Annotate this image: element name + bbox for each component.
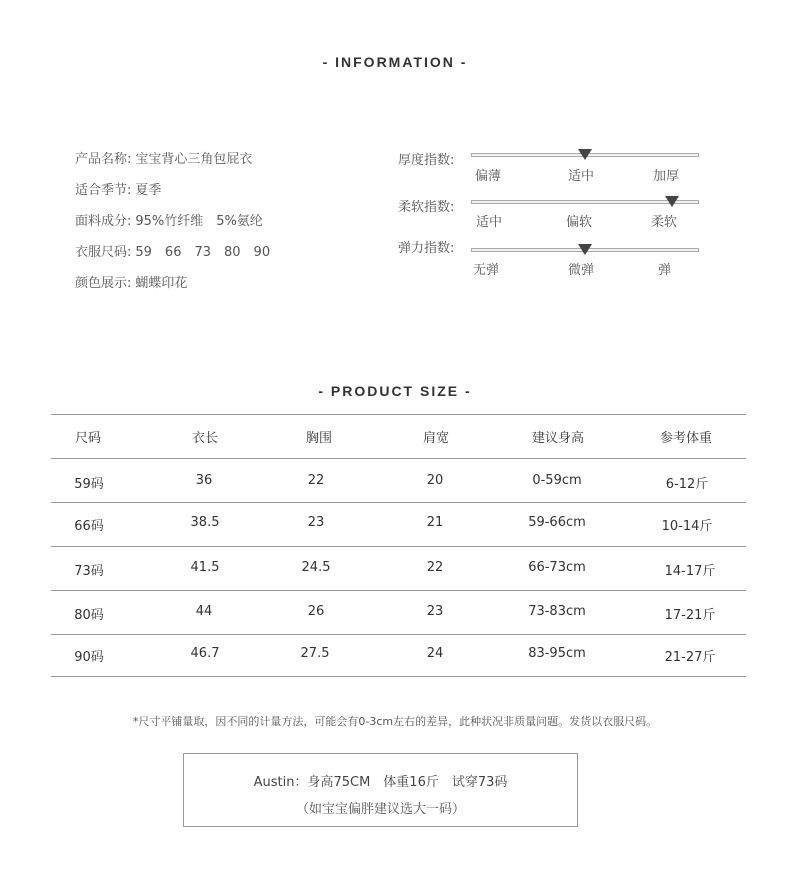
chest-cell: 23 [307, 515, 325, 530]
scale-label: 厚度指数: [398, 153, 455, 168]
scale-tick: 微弹 [568, 263, 595, 278]
weight-cell: 6-12斤 [665, 477, 709, 492]
scale-label: 柔软指数: [398, 200, 455, 215]
header-length: 衣长 [191, 431, 219, 446]
weight-cell: 10-14斤 [661, 519, 713, 534]
table-rule [51, 458, 746, 459]
info-row-color [75, 274, 270, 305]
info-value: 夏季 [135, 183, 162, 198]
shoulder-cell: 21 [426, 515, 444, 530]
chest-cell: 24.5 [301, 560, 331, 575]
table-rule [51, 546, 746, 547]
scale-tick: 偏软 [566, 215, 593, 230]
table-rule [51, 676, 746, 677]
softness-scale [398, 200, 708, 240]
table-rule [51, 414, 746, 415]
elasticity-scale [398, 241, 708, 281]
length-cell: 44 [195, 604, 213, 619]
height-cell: 73-83cm [528, 604, 586, 619]
length-cell: 41.5 [190, 560, 220, 575]
size-cell: 59码 [74, 477, 104, 492]
info-label: 衣服尺码: [75, 245, 132, 260]
scale-tick: 加厚 [653, 169, 680, 184]
size-cell: 80码 [74, 608, 104, 623]
scale-tick: 适中 [476, 215, 503, 230]
chest-cell: 22 [307, 473, 325, 488]
chest-cell: 27.5 [300, 646, 330, 661]
info-value: 59 66 73 80 90 [135, 245, 271, 260]
info-label: 产品名称: [75, 152, 132, 167]
shoulder-cell: 23 [426, 604, 444, 619]
scale-tick: 无弹 [473, 263, 500, 278]
info-label: 颜色展示: [75, 276, 132, 291]
weight-cell: 14-17斤 [664, 564, 716, 579]
shoulder-cell: 24 [426, 646, 444, 661]
product-size-title: - PRODUCT SIZE - [318, 383, 472, 399]
shoulder-cell: 22 [426, 560, 444, 575]
scale-tick: 弹 [658, 263, 672, 278]
height-cell: 59-66cm [528, 515, 586, 530]
weight-cell: 21-27斤 [664, 650, 716, 665]
scale-marker-icon [665, 196, 679, 207]
info-row-name [75, 150, 270, 181]
scale-label: 弹力指数: [398, 241, 455, 256]
measurement-note: *尺寸平铺量取，因不同的计量方法，可能会有0-3cm左右的差异，此种状况非质量问题。发货以衣服尺码。 [132, 715, 658, 728]
size-cell: 73码 [74, 564, 104, 579]
header-height: 建议身高 [531, 431, 585, 446]
header-shoulder: 肩宽 [422, 431, 450, 446]
table-rule [51, 502, 746, 503]
info-value: 蝴蝶印花 [135, 276, 188, 291]
info-value: 宝宝背心三角包屁衣 [135, 152, 253, 167]
scale-tick: 适中 [568, 169, 595, 184]
info-label: 面料成分: [75, 214, 132, 229]
thickness-scale [398, 153, 708, 193]
info-row-season [75, 181, 270, 212]
shoulder-cell: 20 [426, 473, 444, 488]
header-chest: 胸围 [305, 431, 333, 446]
scale-marker-icon [578, 149, 592, 160]
chest-cell: 26 [307, 604, 325, 619]
model-fit-advice: （如宝宝偏胖建议选大一码） [295, 802, 465, 817]
scale-tick: 柔软 [651, 215, 678, 230]
size-cell: 90码 [74, 650, 104, 665]
height-cell: 0-59cm [532, 473, 582, 488]
weight-cell: 17-21斤 [664, 608, 716, 623]
information-title: - INFORMATION - [322, 54, 468, 70]
table-rule [51, 634, 746, 635]
length-cell: 46.7 [190, 646, 220, 661]
info-row-fabric [75, 212, 270, 243]
height-cell: 83-95cm [528, 646, 586, 661]
info-value: 95%竹纤维 5%氨纶 [135, 214, 263, 229]
model-fit-info: Austin：身高75CM 体重16斤 试穿73码 [253, 775, 508, 790]
height-cell: 66-73cm [528, 560, 586, 575]
table-rule [51, 590, 746, 591]
info-label: 适合季节: [75, 183, 132, 198]
length-cell: 36 [195, 473, 213, 488]
scale-marker-icon [578, 244, 592, 255]
product-info-list [75, 150, 270, 305]
header-weight: 参考体重 [659, 431, 713, 446]
model-fit-box [183, 753, 578, 827]
scale-tick: 偏薄 [475, 169, 502, 184]
length-cell: 38.5 [190, 515, 220, 530]
info-row-sizes [75, 243, 270, 274]
header-size: 尺码 [74, 431, 102, 446]
size-cell: 66码 [74, 519, 104, 534]
